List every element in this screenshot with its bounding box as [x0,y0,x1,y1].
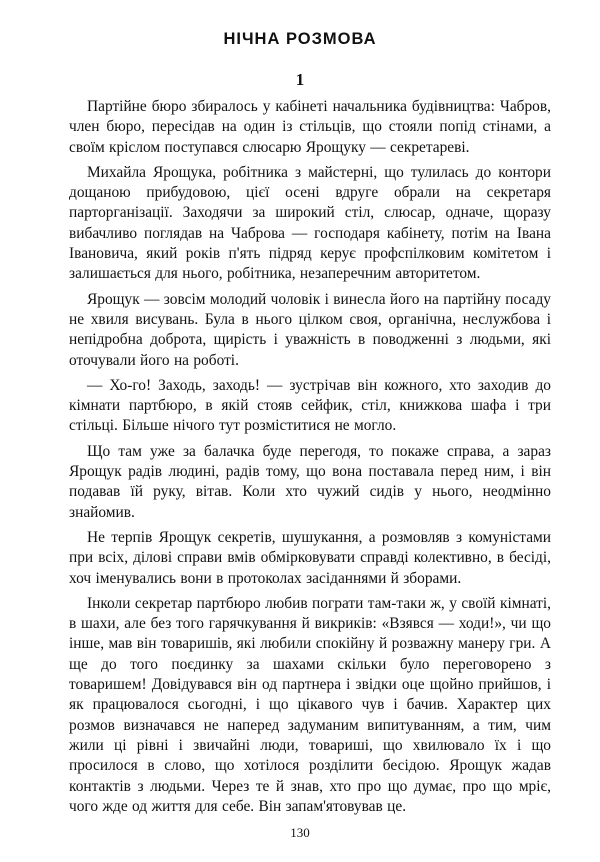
story-title: НІЧНА РОЗМОВА [223,30,377,48]
paragraph-6: Не терпів Ярощук секретів, шушукання, а розмовляв з комуністами при всіх, ділові справи вмів обмірковувати справді колективно, в бесіді, хоч іменувались вони в протоколах засіданнями й зборами. [69,528,551,587]
paragraph-4: — Хо-го! Заходь, заходь! — зустрічав він кожного, хто заходив до кімнати партбюро, в якій стояв сейфик, стіл, книжкова шафа і три стільці. Більше нічого тут розміститися не могло. [69,376,551,435]
paragraph-7: Інколи секретар партбюро любив пограти там-таки ж, у своїй кімнаті, в шахи, але без того гарячкування й викриків: «Взявся — ходи!», чи що інше, мав він товаришів, які любили спокійну й розважну манеру гри. А ще до того поєдинку за шахами скільки було переговорено з товаришем! Довідувався він од партнера і звідки оце щойно прийшов, і як працювалося сьогодні, і що цікавого чув і бачив. Характер цих розмов визначався не наперед задуманим випитуванням, а тим, чим жили ці рівні і звичайні люди, товариші, що хвилювало їх і що просилося в слово, що хотілося розділити бесідою. Ярощук жадав контактів з людьми. Через те й знав, хто про що думає, про що мріє, чого жде од життя для себе. Він запам'ятовував це. [69,594,551,815]
body-text [69,97,551,822]
paragraph-5: Що там уже за балачка буде перегодя, то покаже справа, а зараз Ярощук радів людині, радів тому, що вона поставала перед ним, і він подавав їй руку, вітав. Коли хто чужий сидів у нього, неодмінно знайомив. [69,442,551,521]
chapter-number: 1 [295,70,305,89]
paragraph-1: Партійне бюро збиралось у кабінеті начальника будівництва: Чабров, член бюро, пересідав на один із стільців, що стояли попід стінами, а своїм кріслом поступався слюсарю Ярощуку — секретареві. [69,98,551,156]
paragraph-3: Ярощук — зовсім молодий чоловік і винесла його на партійну посаду не хвиля висувань. Була в нього цілком своя, органічна, неслужбова і непідробна доброта, щирість і уважність в поводженні з людьми, які оточували його на роботі. [69,290,551,369]
paragraph-2: Михайла Ярощука, робітника з майстерні, що тулилась до контори дощаною прибудовою, цієї осені вдруге обрали на секретаря парторганізації. Заходячи за широкий стіл, слюсар, одначе, щоразу вибачливо поглядав на Чаброва — господаря кабінету, потім на Івана Івановича, який років п'ять підряд керує профспілковим комітетом і залишається для нього, робітника, незаперечним авторитетом. [69,163,551,283]
page-number: 130 [290,825,310,840]
